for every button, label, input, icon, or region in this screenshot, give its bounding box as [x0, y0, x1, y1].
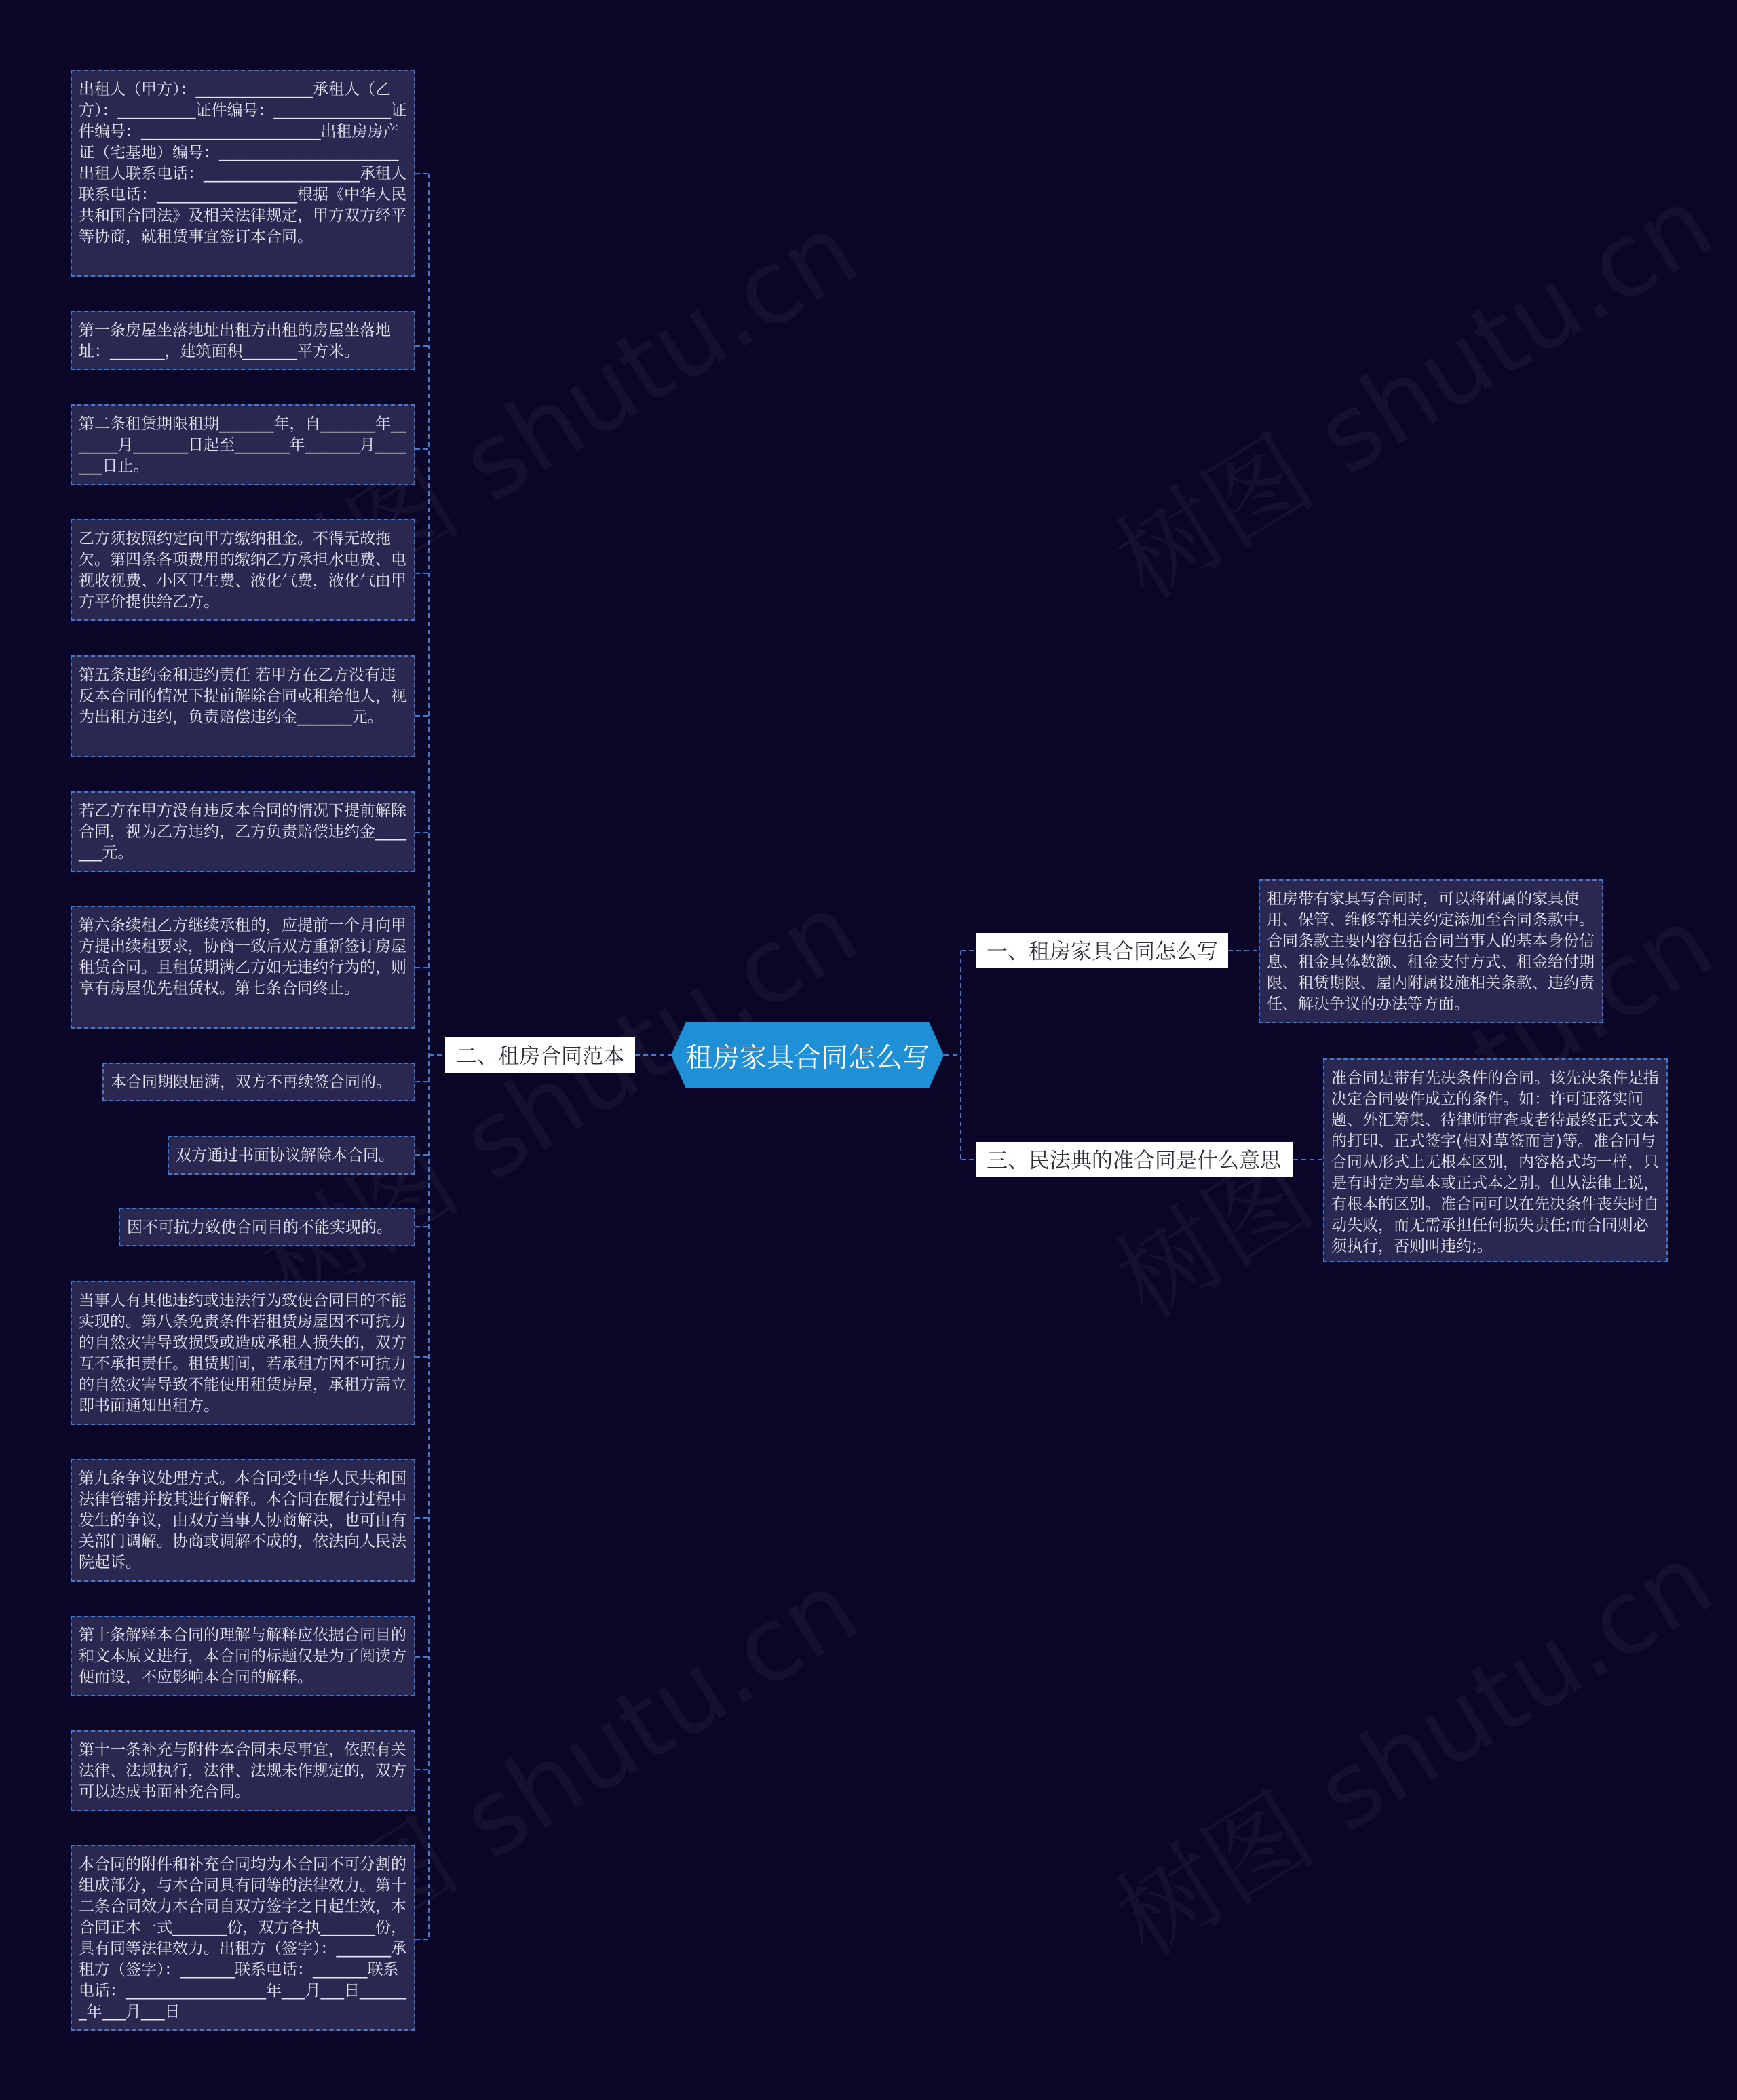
- leaf-rent-payment[interactable]: 乙方须按照约定向甲方缴纳租金。不得无故拖欠。第四条各项费用的缴纳乙方承担水电费、电视收视费、小区卫生费、液化气费，液化气由甲方平价提供给乙方。: [71, 519, 415, 621]
- branch-rental-contract-template[interactable]: 二、租房合同范本: [445, 1037, 635, 1073]
- leaf-furniture-contract-detail[interactable]: 租房带有家具写合同时，可以将附属的家具使用、保管、维修等相关约定添加至合同条款中。合同条款主要内容包括合同当事人的基本身份信息、租金具体数额、租金支付方式、租金给付期限、租赁期限、屋内附属设施相关条款、违约责任、解决争议的办法等方面。: [1259, 879, 1603, 1023]
- leaf-article-8-exemption[interactable]: 当事人有其他违约或违法行为致使合同目的不能实现的。第八条免责条件若租赁房屋因不可抗力的自然灾害导致损毁或造成承租人损失的，双方互不承担责任。租赁期间，若承租方因不可抗力的自然灾害导致不能使用租赁房屋，承租方需立即书面通知出租方。: [71, 1281, 415, 1425]
- leaf-force-majeure[interactable]: 因不可抗力致使合同目的不能实现的。: [119, 1208, 415, 1246]
- leaf-contract-parties[interactable]: 出租人（甲方）：_______________承租人（乙方）：__________证件编号：_______________证件编号：_______________________出租房房产证（宅基地）编号：_______________________出租人联系电话：____________________承租人联系电话：__________________根据《中华人民共和国合同法》及相关法律规定，甲方双方经平等协商，就租赁事宜签订本合同。: [71, 70, 415, 277]
- leaf-article-11-supplement[interactable]: 第十一条补充与附件本合同未尽事宜，依照有关法律、法规执行，法律、法规未作规定的，双方可以达成书面补充合同。: [71, 1730, 415, 1811]
- leaf-term-expiry[interactable]: 本合同期限届满，双方不再续签合同的。: [102, 1063, 415, 1101]
- leaf-article-5-breach[interactable]: 第五条违约金和违约责任 若甲方在乙方没有违反本合同的情况下提前解除合同或租给他人，视为出租方违约，负责赔偿违约金_______元。: [71, 655, 415, 757]
- leaf-tenant-breach[interactable]: 若乙方在甲方没有违反本合同的情况下提前解除合同，视为乙方违约，乙方负责赔偿违约金_______元。: [71, 791, 415, 872]
- leaf-quasi-contract-detail[interactable]: 准合同是带有先决条件的合同。该先决条件是指决定合同要件成立的条件。如：许可证落实问题、外汇筹集、待律师审查或者待最终正式文本的打印、正式签字(相对草签而言)等。准合同与合同从形式上无根本区别，内容格式均一样，只是有时定为草本或正式本之别。但从法律上说，有根本的区别。准合同可以在先决条件丧失时自动失败，而无需承担任何损失责任;而合同则必须执行，否则叫违约;。: [1323, 1058, 1668, 1262]
- leaf-article-6-renewal[interactable]: 第六条续租乙方继续承租的，应提前一个月向甲方提出续租要求，协商一致后双方重新签订房屋租赁合同。且租赁期满乙方如无违约行为的，则享有房屋优先租赁权。第七条合同终止。: [71, 906, 415, 1029]
- root-topic[interactable]: [665, 1022, 950, 1088]
- branch-quasi-contract-meaning[interactable]: 三、民法典的准合同是什么意思: [976, 1142, 1293, 1177]
- leaf-article-1-address[interactable]: 第一条房屋坐落地址出租方出租的房屋坐落地址：_______，建筑面积_______平方米。: [71, 311, 415, 370]
- leaf-article-2-term[interactable]: 第二条租赁期限租期_______年，自_______年_______月_______日起至_______年_______月_______日止。: [71, 404, 415, 485]
- branch-furniture-contract-howto[interactable]: 一、租房家具合同怎么写: [976, 933, 1228, 968]
- root-label: 租房家具合同怎么写: [685, 1042, 930, 1073]
- leaf-article-10-interpretation[interactable]: 第十条解释本合同的理解与解释应依据合同目的和文本原义进行，本合同的标题仅是为了阅读方便而设，不应影响本合同的解释。: [71, 1616, 415, 1696]
- leaf-article-12-validity[interactable]: 本合同的附件和补充合同均为本合同不可分割的组成部分，与本合同具有同等的法律效力。第十二条合同效力本合同自双方签字之日起生效，本合同正本一式_______份，双方各执_______份，具有同等法律效力。出租方（签字）：_______承租方（签字）：_______联系电话：_______联系电话：__________________年___月___日_______年___月___日: [71, 1845, 415, 2031]
- leaf-article-9-disputes[interactable]: 第九条争议处理方式。本合同受中华人民共和国法律管辖并按其进行解释。本合同在履行过程中发生的争议，由双方当事人协商解决，也可由有关部门调解。协商或调解不成的，依法向人民法院起诉。: [71, 1459, 415, 1582]
- leaf-written-termination[interactable]: 双方通过书面协议解除本合同。: [168, 1136, 415, 1175]
